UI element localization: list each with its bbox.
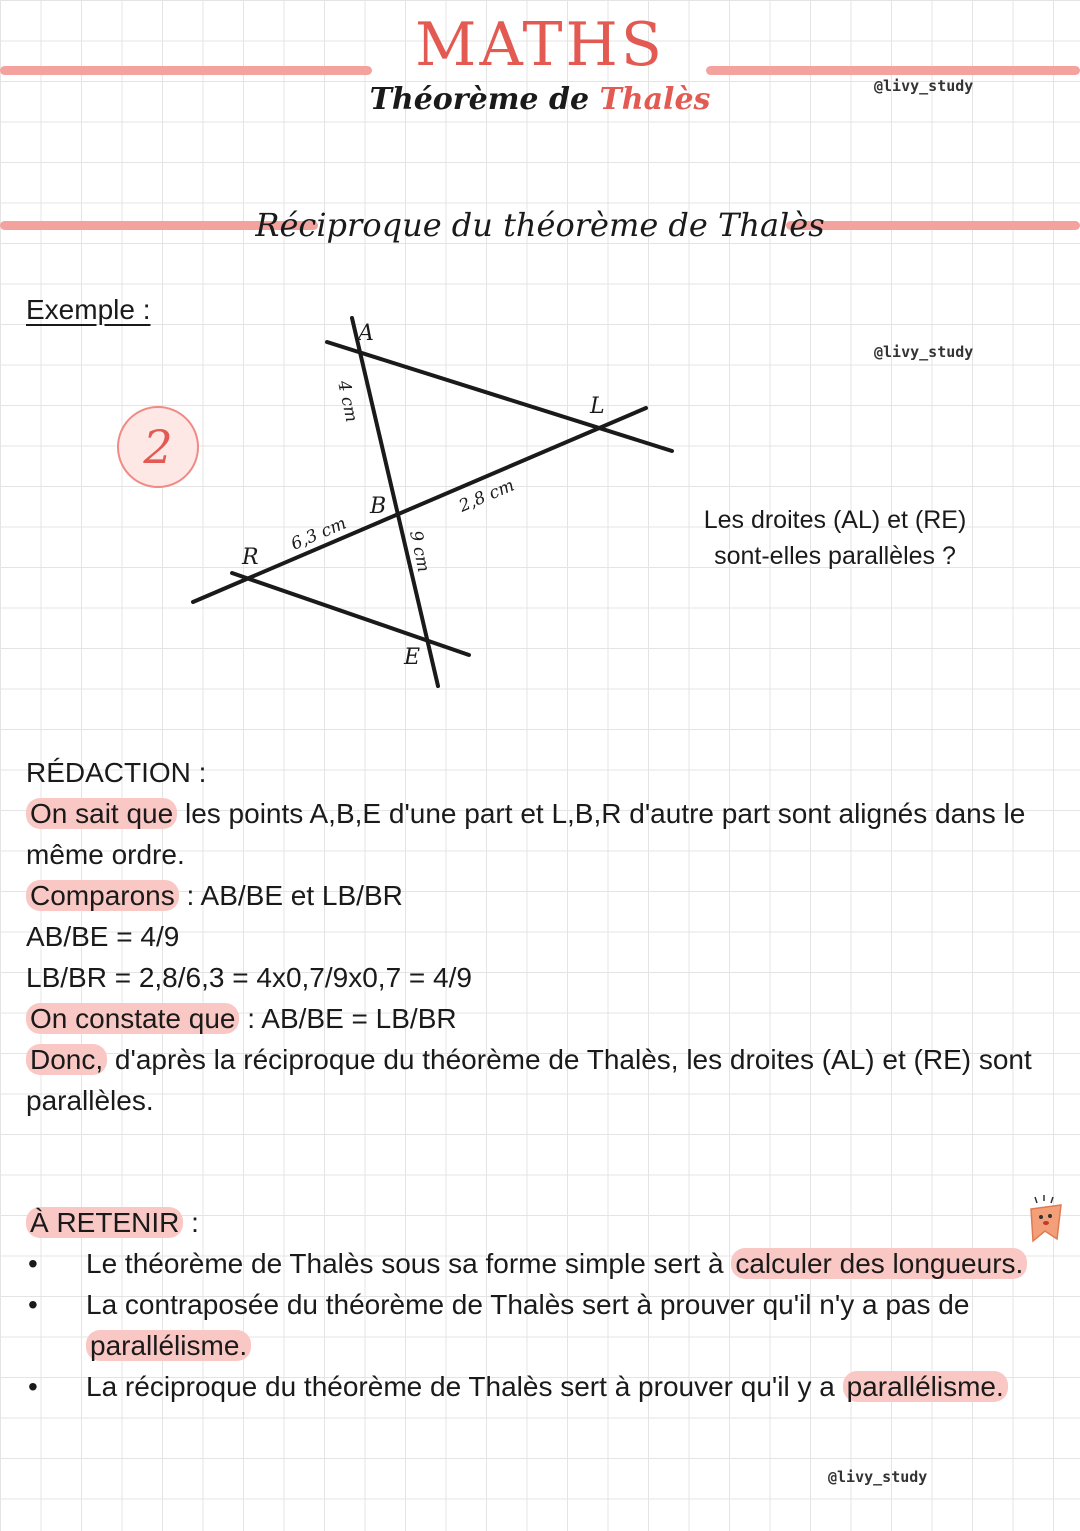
list-item — [26, 1366, 1036, 1407]
list-item-text: La contraposée du théorème de Thalès sert à prouver qu'il n'y a pas de — [86, 1289, 970, 1320]
point-label-l: L — [590, 394, 605, 419]
point-label-e: E — [404, 645, 421, 670]
redaction-line-2 — [26, 875, 1036, 916]
highlight-on-constate-que: On constate que — [26, 1003, 239, 1034]
highlight-donc: Donc, — [26, 1044, 107, 1075]
highlight-on-sait-que: On sait que — [26, 798, 177, 829]
length-ab: 4 cm — [333, 378, 362, 424]
redaction-block — [26, 752, 1036, 1121]
redaction-line-1 — [26, 793, 1036, 875]
example-number-badge: 2 — [117, 406, 199, 488]
list-item-highlight: parallélisme. — [843, 1371, 1008, 1402]
subtitle-accent: Thalès — [599, 82, 711, 117]
redaction-line-3: AB/BE = 4/9 — [26, 921, 180, 952]
line-re — [232, 573, 469, 655]
question-line-2: sont-elles parallèles ? — [714, 542, 956, 570]
list-item-text: La réciproque du théorème de Thalès sert à prouver qu'il y a — [86, 1371, 843, 1402]
retenir-block — [26, 1202, 1036, 1407]
bookmark-sticker-icon — [1025, 1195, 1065, 1245]
author-handle-middle: @livy_study — [874, 343, 974, 361]
example-label: Exemple : — [26, 294, 151, 325]
subtitle-prefix: Théorème de — [369, 82, 600, 117]
question-line-1: Les droites (AL) et (RE) — [703, 506, 967, 534]
highlight-retenir: À RETENIR — [26, 1207, 183, 1238]
example-question — [670, 502, 1000, 574]
list-item-text: Le théorème de Thalès sous sa forme simple sert à — [86, 1248, 732, 1279]
redaction-line-2-text: : AB/BE et LB/BR — [178, 880, 403, 911]
retenir-heading — [26, 1202, 1036, 1243]
page-title: MATHS — [415, 10, 665, 80]
redaction-line-4: LB/BR = 2,8/6,3 = 4x0,7/9x0,7 = 4/9 — [26, 962, 472, 993]
redaction-line-6-text: d'après la réciproque du théorème de Thalès, les droites (AL) et (RE) sont parallèles. — [26, 1044, 1032, 1116]
redaction-line-5 — [26, 998, 1036, 1039]
length-br: 6,3 cm — [288, 513, 350, 555]
redaction-heading: RÉDACTION : — [26, 757, 207, 788]
line-rl — [193, 408, 646, 602]
list-item — [26, 1243, 1036, 1284]
redaction-line-6 — [26, 1039, 1036, 1121]
author-handle-bottom: @livy_study — [828, 1468, 928, 1486]
retenir-heading-suffix: : — [183, 1207, 199, 1238]
redaction-line-5-text: : AB/BE = LB/BR — [239, 1003, 457, 1034]
retenir-list — [26, 1243, 1036, 1407]
list-item — [26, 1284, 1036, 1366]
point-label-b: B — [370, 494, 387, 519]
length-bl: 2,8 cm — [456, 475, 518, 517]
point-label-a: A — [358, 321, 374, 346]
point-label-r: R — [242, 545, 259, 570]
list-item-highlight: calculer des longueurs. — [731, 1248, 1027, 1279]
highlight-comparons: Comparons — [26, 880, 179, 911]
section-title: Réciproque du théorème de Thalès — [255, 206, 825, 244]
redaction-line-1-text: les points A,B,E d'une part et L,B,R d'autre part sont alignés dans le même ordre. — [26, 798, 1026, 870]
length-be: 9 cm — [405, 528, 434, 574]
author-handle-top: @livy_study — [874, 77, 974, 95]
list-item-highlight: parallélisme. — [86, 1330, 251, 1361]
thales-figure — [0, 0, 1080, 720]
